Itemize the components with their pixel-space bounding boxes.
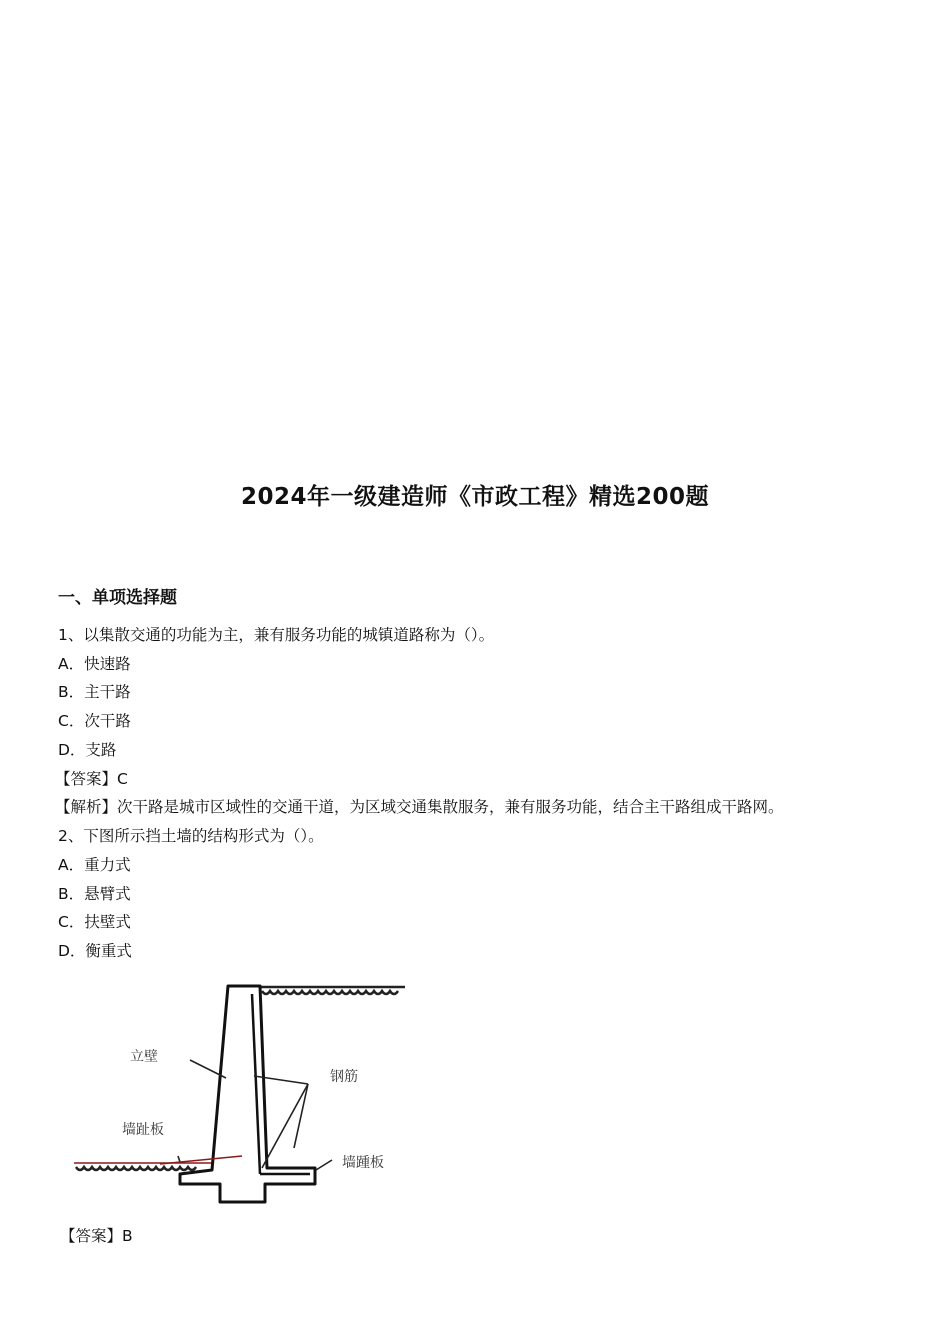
section-heading: 一、单项选择题: [58, 588, 177, 608]
backfill-ground-line: [260, 987, 405, 994]
question-1-answer: 【答案】C: [55, 770, 128, 788]
retaining-wall-diagram: [70, 978, 410, 1210]
question-2-option-c: C．扶壁式: [58, 913, 131, 931]
question-2-answer: 【答案】B: [60, 1227, 133, 1245]
question-1-option-a: A．快速路: [58, 655, 131, 673]
question-1-analysis: 【解析】次干路是城市区域性的交通干道，为区域交通集散服务，兼有服务功能，结合主干路组成干路网。: [55, 798, 784, 816]
label-wall-stem: 立壁: [130, 1049, 158, 1065]
question-2-option-a: A．重力式: [58, 856, 131, 874]
label-heel-slab: 墙踵板: [342, 1155, 384, 1171]
question-2-stem: 2、下图所示挡土墙的结构形式为（）。: [58, 827, 324, 845]
wall-outline: [180, 986, 315, 1202]
question-1-option-c: C．次干路: [58, 712, 131, 730]
question-1-option-b: B．主干路: [58, 683, 131, 701]
question-2-option-d: D．衡重式: [58, 942, 132, 960]
label-toe-slab: 墙趾板: [122, 1122, 164, 1138]
question-1-option-d: D．支路: [58, 741, 117, 759]
question-2-option-b: B．悬臂式: [58, 885, 131, 903]
label-rebar: 钢筋: [330, 1069, 358, 1085]
question-1-stem: 1、以集散交通的功能为主，兼有服务功能的城镇道路称为（）。: [58, 626, 495, 644]
document-title: 2024年一级建造师《市政工程》精选200题: [240, 484, 710, 510]
front-ground-line: [74, 1163, 230, 1170]
